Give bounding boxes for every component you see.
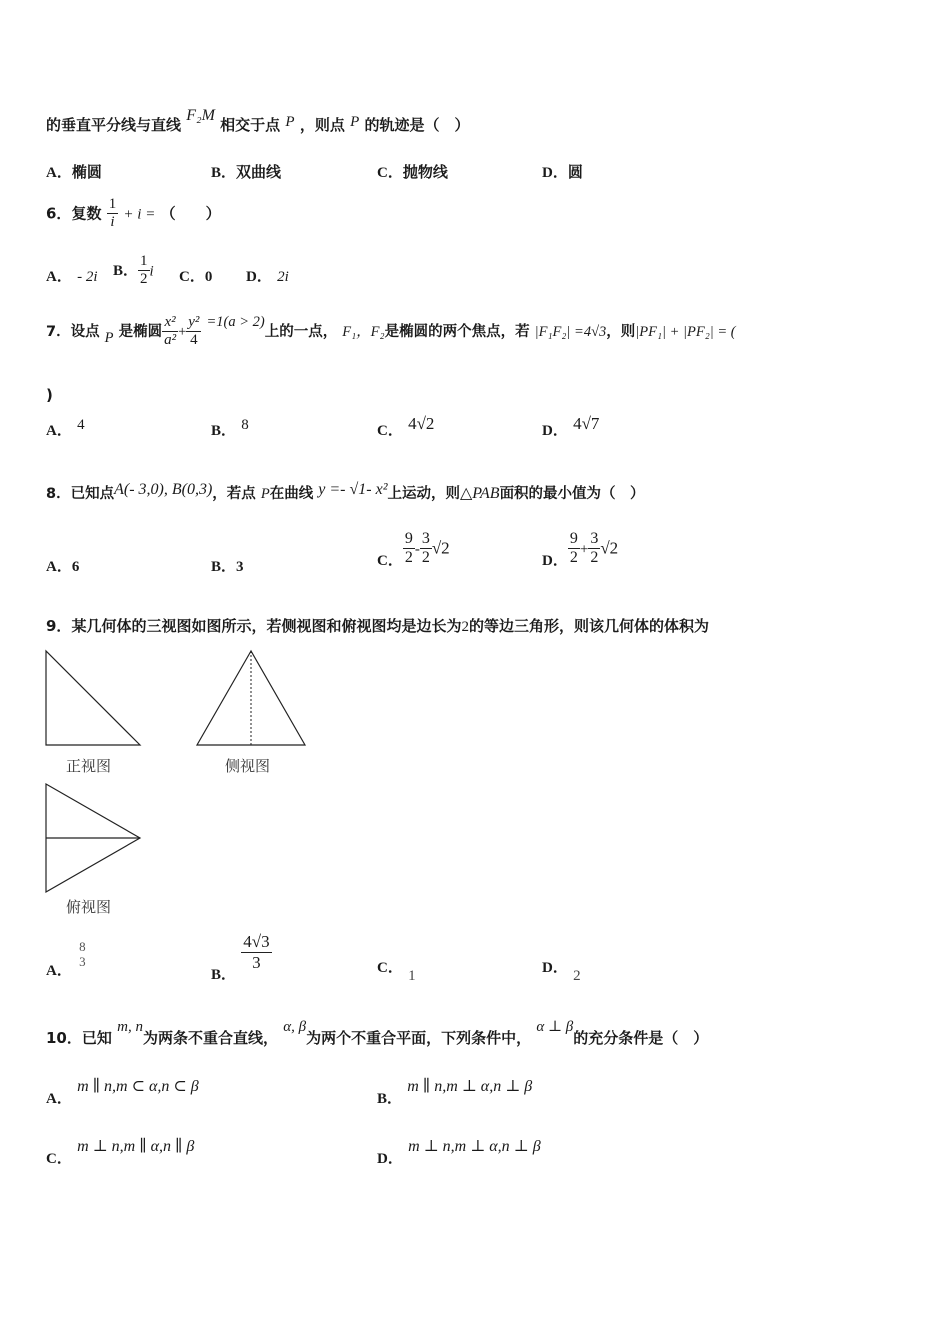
q8-option-d[interactable]: D． $\frac{9}{2}$ + $\frac{3}{2}$ √2	[542, 530, 619, 570]
top-view-caption: 俯视图	[66, 900, 112, 916]
side-view-figure	[195, 649, 309, 749]
q9-option-a[interactable]: A． 8 3	[46, 939, 86, 980]
q8-text-b: ，若点	[212, 486, 256, 502]
q7-condition: |F₁F₂| =4√3	[534, 323, 607, 340]
q6-option-b[interactable]: B． $\frac{1}{2}$ i	[113, 253, 154, 288]
q6-number: 6．	[46, 204, 72, 223]
q7-frac-y: $\frac{\text{y²}}{4}$	[188, 314, 200, 349]
q10-option-c[interactable]: C． m ⊥ n,m ∥ α,n ∥ β	[46, 1138, 195, 1167]
side-view-caption: 侧视图	[225, 759, 271, 775]
q10-option-b[interactable]: B． m ∥ n,m ⊥ α,n ⊥ β	[377, 1078, 533, 1107]
q6-expr: + i =	[123, 206, 156, 223]
q6-text-b: （ ）	[160, 204, 221, 223]
q9-stem	[46, 615, 709, 636]
q7-p: P	[104, 329, 114, 346]
q9-option-b[interactable]: B． $\frac{4√3}{3}$	[211, 932, 270, 983]
q5-option-d[interactable]: D．圆	[542, 163, 583, 181]
q7-frac-x: $\frac{\text{x²}}{\text{a²}}$	[164, 314, 177, 349]
q7-stem	[46, 314, 736, 350]
q6-option-a[interactable]: A． - 2i	[46, 269, 98, 285]
q9-option-c[interactable]: C． 1	[377, 960, 416, 984]
q8-p: P	[260, 486, 270, 502]
q10-text-b: 为两条不重合直线，	[142, 1029, 278, 1047]
q6-fraction: $\frac{1}{i}$	[108, 196, 117, 231]
q9-two: 2	[461, 619, 469, 635]
q10-text-a: 已知	[81, 1029, 112, 1047]
q10-text-c: 为两个不重合平面，下列条件中，	[306, 1029, 532, 1047]
q7-option-b[interactable]: B． 8	[211, 417, 249, 439]
q8-points: A(- 3,0), B(0,3)	[114, 481, 213, 498]
q5-p2: P	[350, 114, 360, 130]
q10-ab: α, β	[283, 1019, 307, 1035]
q7-plus: +	[178, 323, 187, 340]
q5-f2m: F₂M	[186, 107, 215, 124]
q10-text-d: 的充分条件是（ ）	[573, 1029, 709, 1047]
q5-text-b: 相交于点	[220, 116, 281, 134]
q8-number: 8．	[46, 486, 71, 502]
side-view-triangle	[197, 651, 305, 745]
q7-text-d: 是椭圆的两个焦点，若	[384, 323, 530, 340]
q5-text-a: 的垂直平分线与直线	[46, 116, 182, 134]
q8-option-c[interactable]: C． $\frac{9}{2}$ - $\frac{3}{2}$ √2	[377, 530, 450, 570]
q9-option-d[interactable]: D． 2	[542, 960, 581, 984]
q10-perp: α ⊥ β	[536, 1019, 574, 1035]
q10-mn: m, n	[117, 1019, 143, 1035]
q5-option-a[interactable]: A．椭圆	[46, 163, 102, 181]
q8-text-c: 在曲线	[269, 486, 314, 502]
q7-option-c[interactable]: C． 4√2	[377, 414, 435, 439]
q8-text-e: 面积的最小值为（ ）	[499, 486, 645, 502]
q7-number: 7．	[46, 323, 71, 340]
front-view-figure	[44, 649, 144, 749]
q10-number: 10．	[46, 1029, 82, 1047]
q7-text-e: ，则	[606, 323, 636, 340]
q10-stem	[46, 1019, 709, 1048]
front-view-caption: 正视图	[66, 759, 112, 775]
q8-triangle: △PAB	[460, 485, 500, 502]
q8-text-a: 已知点	[70, 486, 115, 502]
q9-text-a: 某几何体的三视图如图所示，若侧视图和俯视图均是边长为	[71, 617, 462, 635]
q7-foci: F₁，F₂	[342, 323, 385, 340]
front-view-triangle	[46, 651, 140, 745]
q8-option-a[interactable]: A．6	[46, 559, 80, 575]
q8-text-d: 上运动，则	[387, 486, 460, 502]
q5-text-d: 的轨迹是（ ）	[364, 116, 470, 134]
q5-option-b[interactable]: B．双曲线	[211, 163, 282, 181]
q5-option-c[interactable]: C．抛物线	[377, 163, 448, 181]
q6-option-c[interactable]: C．0	[179, 269, 213, 285]
q7-option-a[interactable]: A． 4	[46, 417, 85, 439]
q8-stem	[46, 482, 645, 503]
q10-option-a[interactable]: A． m ∥ n,m ⊂ α,n ⊂ β	[46, 1078, 199, 1107]
q6-stem	[46, 196, 221, 232]
q7-ask: |PF₁| + |PF₂| = (	[635, 323, 736, 340]
q7-text-c: 上的一点，	[264, 323, 338, 340]
q9-number: 9．	[46, 617, 72, 635]
q6-text-a: 复数	[71, 204, 102, 223]
top-view-figure	[44, 782, 144, 896]
q8-option-b[interactable]: B．3	[211, 559, 244, 575]
q5-p1: P	[285, 114, 295, 130]
q7-option-d[interactable]: D． 4√7	[542, 414, 600, 439]
q5-text-c: ，则点	[299, 116, 345, 134]
q7-close-paren: )	[46, 386, 53, 404]
q8-curve: y =- √1- x²	[318, 481, 388, 498]
q7-eq: =1(a > 2)	[206, 313, 265, 330]
q9-text-b: 的等边三角形，则该几何体的体积为	[468, 617, 709, 635]
q6-option-d[interactable]: D． 2i	[246, 269, 289, 285]
q7-text-b: 是椭圆	[118, 323, 163, 340]
q5-stem	[46, 107, 470, 135]
q10-option-d[interactable]: D． m ⊥ n,m ⊥ α,n ⊥ β	[377, 1138, 541, 1167]
q7-text-a: 设点	[70, 323, 100, 340]
